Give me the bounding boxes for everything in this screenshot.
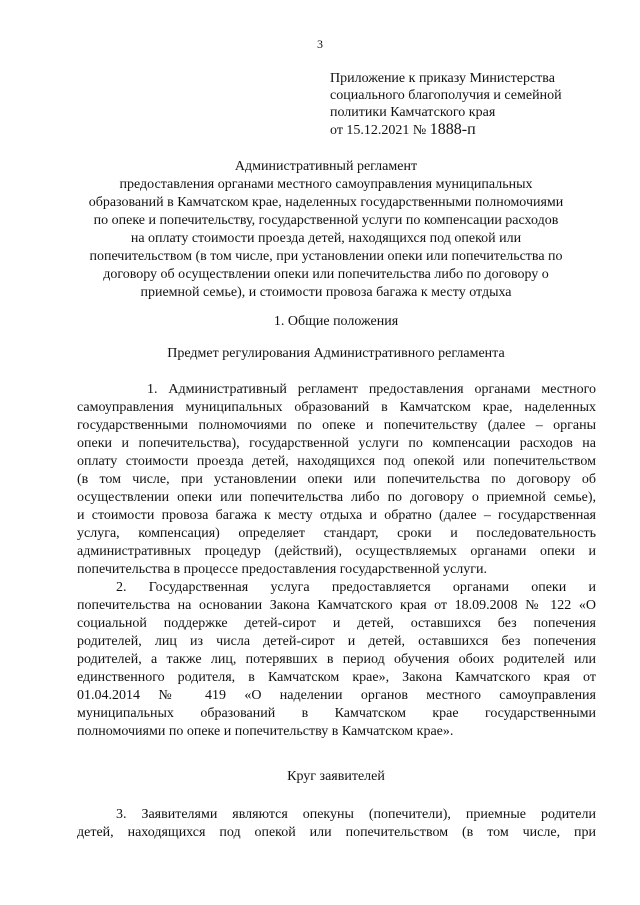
paragraph-line: единственного родителя, в Камчатском крае», Закона Камчатского края от: [77, 670, 596, 685]
paragraph-line: детей, находящихся под опекой или попечительством (в том числе, при: [77, 825, 596, 840]
paragraph-2: [77, 579, 596, 741]
paragraph-line: социальной поддержке детей-сирот и детей, оставшихся без попечения: [77, 616, 596, 631]
paragraph-line: государственными полномочиями по опеке и попечительству (далее – органы: [77, 418, 596, 433]
title-line-3: образований в Камчатском крае, наделенных государственными полномочиями: [88, 195, 564, 210]
paragraph-line: попечительства в процессе предоставления государственной услуги.: [77, 562, 487, 577]
paragraph-line: (в том числе, при установлении опеки или попечительства по договору об: [77, 472, 596, 487]
paragraph-1: [77, 381, 596, 579]
paragraph-line: осуществлении опеки или попечительства либо по договору о приемной семье),: [77, 490, 596, 505]
title-line-1: Административный регламент: [234, 159, 418, 174]
paragraph-line: оплату стоимости проезда детей, находящихся под опекой или попечительством: [77, 454, 596, 469]
paragraph-line: услуга, компенсация) определяет стандарт, сроки и последовательность: [77, 526, 596, 541]
paragraph-line: и стоимости провоза багажа к месту отдыха и обратно (далее – государственная: [77, 508, 596, 523]
page-number: 3: [317, 37, 323, 51]
paragraph-line: 1. Административный регламент предоставления органами местного: [147, 382, 596, 397]
paragraph-line: попечительства на основании Закона Камчатского края от 18.09.2008 № 122 «О: [77, 598, 596, 613]
paragraph-line: 3. Заявителями являются опекуны (попечители), приемные родители: [116, 807, 596, 822]
order-date: от 15.12.2021 №: [330, 123, 427, 138]
paragraph-line: 2. Государственная услуга предоставляется органами опеки и: [116, 580, 596, 595]
title-line-7: договору об осуществлении опеки или попечительства либо по договору о: [103, 267, 549, 282]
paragraph-3: [77, 806, 596, 842]
paragraph-line: родителей, лиц из числа детей-сирот и детей, оставшихся без попечения: [77, 634, 596, 649]
paragraph-line: муниципальных образований в Камчатском крае государственными: [77, 706, 596, 721]
title-line-4: по опеке и попечительству, государственной услуги по компенсации расходов: [93, 213, 559, 228]
title-line-6: попечительством (в том числе, при установлении опеки или попечительства по: [89, 249, 563, 264]
approval-line-3: политики Камчатского края: [330, 105, 496, 120]
paragraph-line: 01.04.2014 № 419 «О наделении органов местного самоуправления: [77, 688, 596, 703]
title-line-5: на оплату стоимости проезда детей, находящихся под опекой или: [130, 231, 522, 246]
section-heading-applicants: Круг заявителей: [287, 769, 385, 784]
section-heading-subject: Предмет регулирования Административного регламента: [167, 346, 505, 361]
paragraph-line: опеки и попечительства), государственной услуги по компенсации расходов на: [77, 436, 596, 451]
title-line-8: приемной семье), и стоимости провоза багажа к месту отдыха: [140, 285, 512, 300]
approval-order-line: [330, 121, 590, 139]
order-number: 1888-п: [429, 121, 476, 138]
approval-line-2: социального благополучия и семейной: [330, 88, 562, 103]
section-heading-general: 1. Общие положения: [273, 314, 399, 329]
title-line-2: предоставления органами местного самоуправления муниципальных: [119, 177, 533, 192]
paragraph-line: полномочиями по опеке и попечительству в Камчатском крае».: [77, 724, 454, 739]
document-title: [76, 158, 576, 302]
approval-line-1: Приложение к приказу Министерства: [330, 71, 555, 86]
approval-block: [330, 70, 590, 139]
paragraph-line: административных процедур (действий), осуществляемых органами опеки и: [77, 544, 596, 559]
paragraph-line: самоуправления муниципальных образований в Камчатском крае, наделенных: [77, 400, 596, 415]
paragraph-line: родителей, а также лиц, потерявших в период обучения обоих родителей или: [77, 652, 596, 667]
